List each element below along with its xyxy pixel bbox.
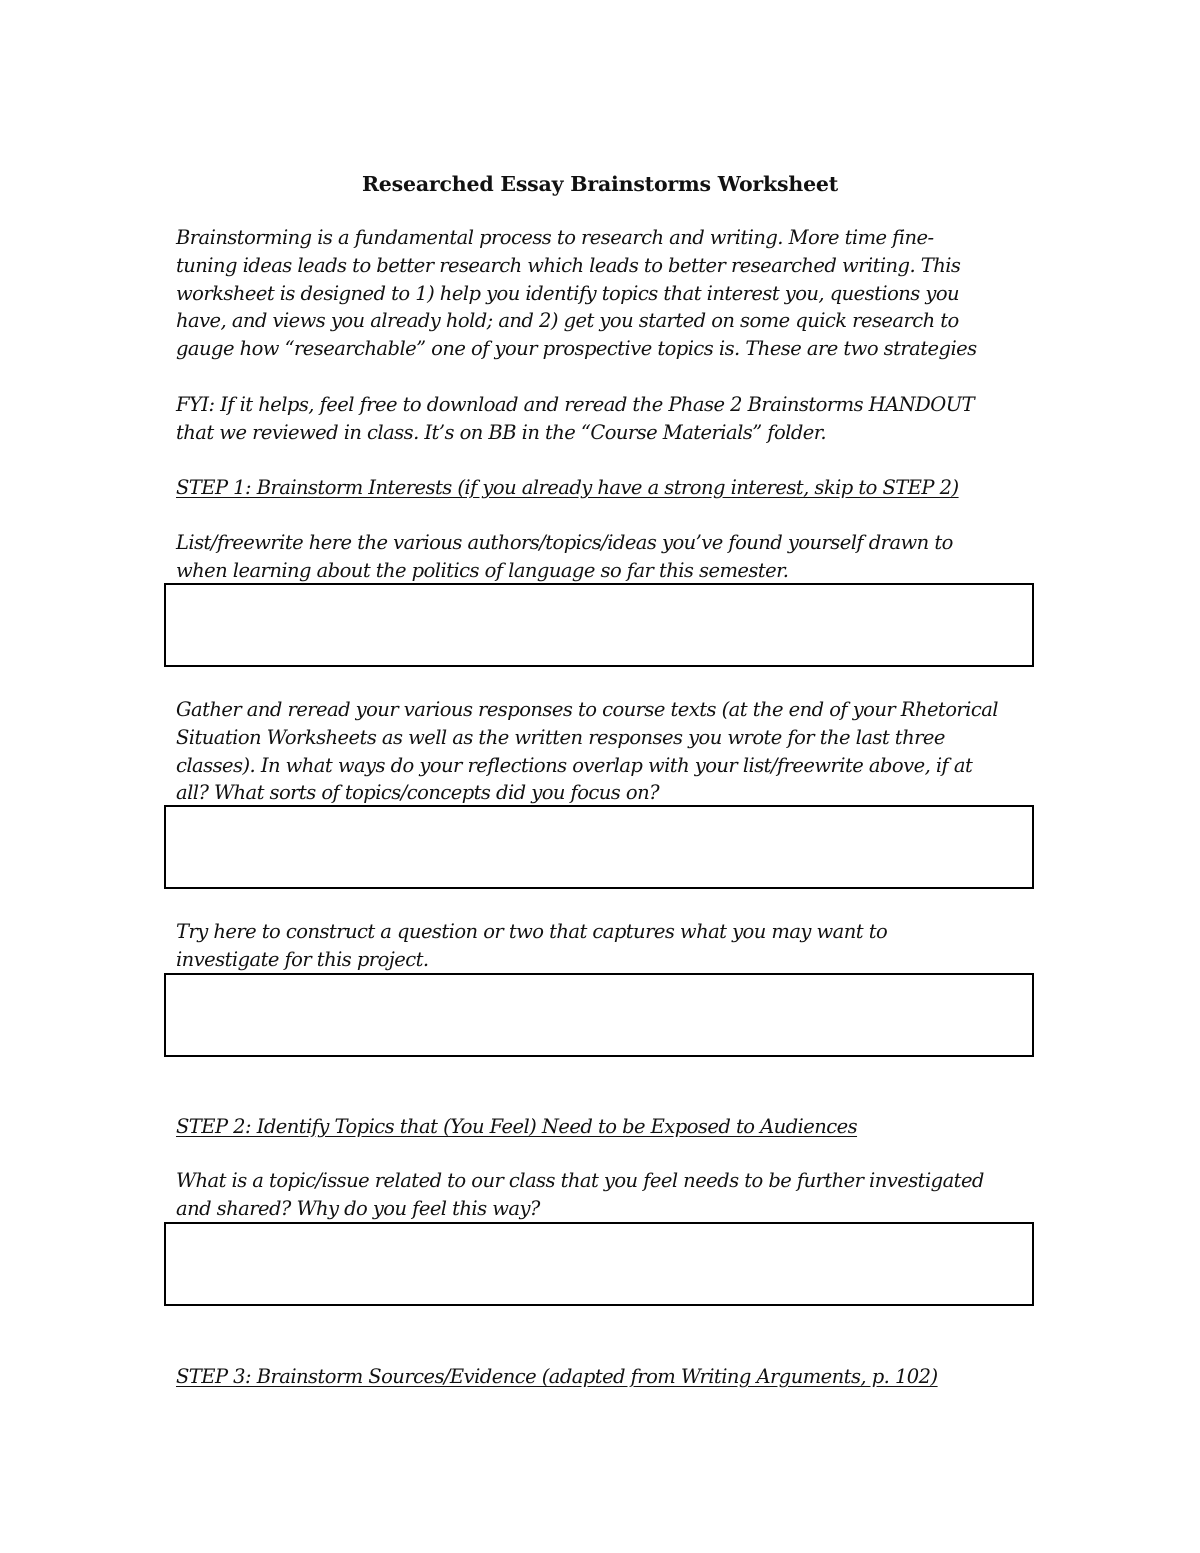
- interests-answer-box[interactable]: [164, 583, 1034, 667]
- intro-paragraph: [176, 224, 1056, 363]
- step2-heading: STEP 2: Identify Topics that (You Feel) Need to be Exposed to Audiences: [176, 1115, 858, 1138]
- intro-line: Brainstorming is a fundamental process to research and writing. More time fine-: [176, 226, 934, 249]
- step1-prompt-question: [176, 918, 1056, 974]
- topic-answer-box[interactable]: [164, 1222, 1034, 1306]
- prompt-line: List/freewrite here the various authors/topics/ideas you’ve found yourself drawn to: [176, 531, 953, 554]
- prompt-line: classes). In what ways do your reflections overlap with your list/freewrite above, if at: [176, 753, 973, 777]
- prompt-line: and shared? Why do you feel this way?: [176, 1196, 540, 1220]
- step3-heading: STEP 3: Brainstorm Sources/Evidence (adapted from Writing Arguments, p. 102): [176, 1365, 938, 1388]
- intro-line: gauge how “researchable” one of your prospective topics is. These are two strategies: [176, 337, 977, 361]
- intro-line: have, and views you already hold; and 2) get you started on some quick research to: [176, 309, 959, 333]
- prompt-line: all? What sorts of topics/concepts did you focus on?: [176, 781, 659, 805]
- step1-prompt-interests: [176, 529, 1056, 585]
- step2-prompt-topic: [176, 1167, 1056, 1223]
- prompt-line: Gather and reread your various responses to course texts (at the end of your Rhetorical: [176, 698, 998, 721]
- intro-line: worksheet is designed to 1) help you identify topics that interest you, questions you: [176, 281, 960, 305]
- fyi-paragraph: [176, 391, 1056, 447]
- reflections-answer-box[interactable]: [164, 805, 1034, 889]
- intro-line: tuning ideas leads to better research which leads to better researched writing. This: [176, 253, 961, 277]
- step1-heading: STEP 1: Brainstorm Interests (if you already have a strong interest, skip to STEP 2): [176, 476, 959, 499]
- fyi-line: FYI: If it helps, feel free to download and reread the Phase 2 Brainstorms HANDOUT: [176, 393, 975, 416]
- fyi-line: that we reviewed in class. It’s on BB in the “Course Materials” folder.: [176, 420, 827, 444]
- prompt-line: What is a topic/issue related to our class that you feel needs to be further investigated: [176, 1169, 984, 1192]
- prompt-line: Situation Worksheets as well as the written responses you wrote for the last three: [176, 725, 945, 749]
- step1-prompt-reflections: [176, 696, 1056, 807]
- prompt-line: Try here to construct a question or two that captures what you may want to: [176, 920, 888, 943]
- prompt-line: investigate for this project.: [176, 947, 429, 971]
- question-answer-box[interactable]: [164, 973, 1034, 1057]
- worksheet-title: Researched Essay Brainstorms Worksheet: [361, 172, 839, 196]
- prompt-line: when learning about the politics of language so far this semester.: [176, 558, 789, 582]
